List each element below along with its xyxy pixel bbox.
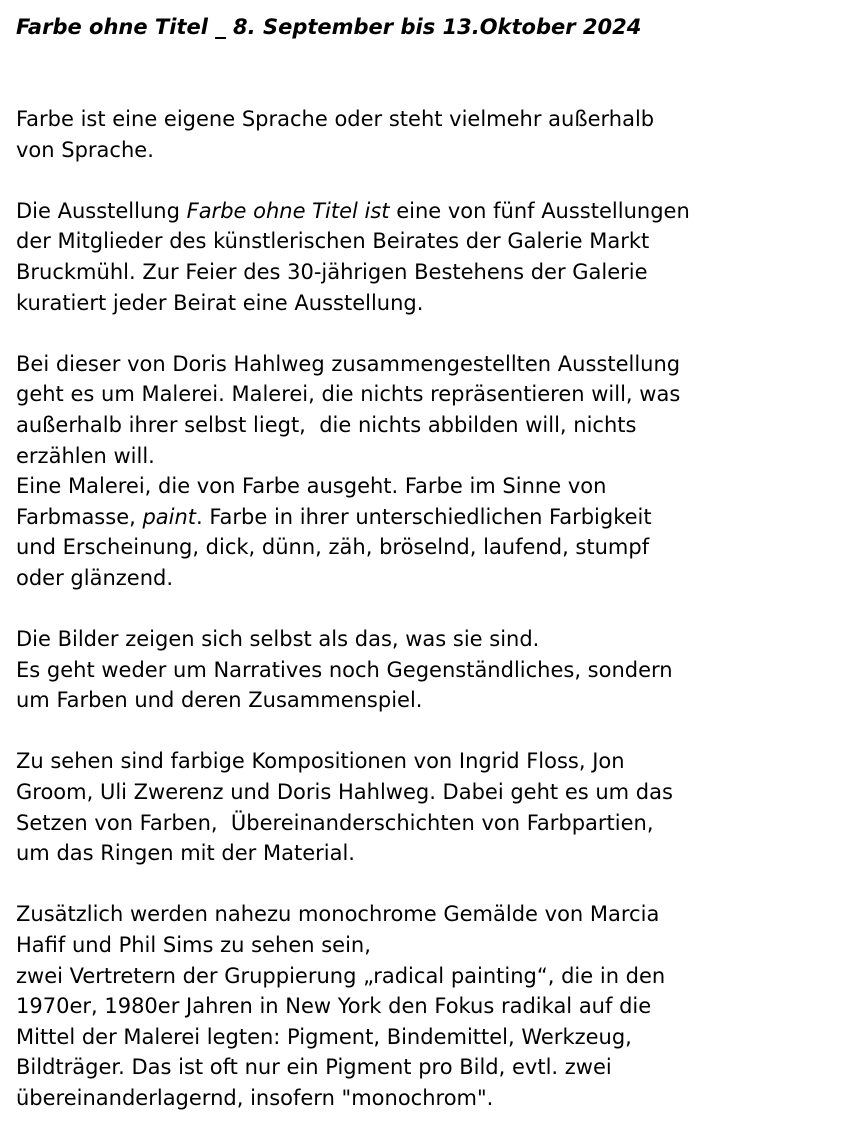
text-line: übereinanderlagernd, insofern "monochrom".	[16, 1086, 494, 1110]
text-line: Mittel der Malerei legten: Pigment, Bindemittel, Werkzeug,	[16, 1024, 632, 1049]
text-line: 1970er, 1980er Jahren in New York den Fokus radikal auf die	[16, 994, 652, 1019]
paragraph-3	[16, 349, 846, 594]
text-line: Setzen von Farben, Übereinanderschichten von Farbpartien,	[16, 810, 654, 835]
text-line: Hafif und Phil Sims zu sehen sein,	[16, 933, 371, 958]
text-line: Bildträger. Das ist oft nur ein Pigment pro Bild, evtl. zwei	[16, 1055, 612, 1080]
paragraph-2	[16, 196, 846, 318]
text-segment: eine von fünf Ausstellungen	[389, 198, 690, 223]
document-page	[16, 10, 846, 1114]
paragraph-1	[16, 104, 846, 165]
text-line: außerhalb ihrer selbst liegt, die nichts abbilden will, nichts	[16, 412, 637, 437]
text-segment: . Farbe in ihrer unterschiedlichen Farbigkeit	[196, 504, 652, 529]
text-line: Bruckmühl. Zur Feier des 30-jährigen Bestehens der Galerie	[16, 259, 648, 284]
text-line: um das Ringen mit der Material.	[16, 841, 355, 866]
exhibition-title-emphasis: Farbe ohne Titel ist	[186, 198, 390, 223]
text-line: Eine Malerei, die von Farbe ausgeht. Farbe im Sinne von	[16, 474, 607, 499]
text-line: Groom, Uli Zwerenz und Doris Hahlweg. Dabei geht es um das	[16, 780, 673, 805]
document-title: Farbe ohne Titel _ 8. September bis 13.Oktober 2024	[16, 15, 642, 39]
text-line: Bei dieser von Doris Hahlweg zusammengestellten Ausstellung	[16, 351, 681, 376]
text-line: Die Bilder zeigen sich selbst als das, was sie sind.	[16, 627, 540, 652]
text-line: Zusätzlich werden nahezu monochrome Gemälde von Marcia	[16, 902, 660, 927]
paragraph-4	[16, 624, 846, 716]
text-line	[16, 502, 846, 533]
paragraph-5	[16, 746, 846, 868]
text-line: der Mitglieder des künstlerischen Beirates der Galerie Markt	[16, 229, 650, 254]
text-line: und Erscheinung, dick, dünn, zäh, bröselnd, laufend, stumpf	[16, 535, 650, 560]
text-line: Farbe ist eine eigene Sprache oder steht vielmehr außerhalb	[16, 107, 655, 131]
text-line: Es geht weder um Narratives noch Gegenständliches, sondern	[16, 657, 673, 682]
text-line	[16, 196, 846, 227]
text-line: erzählen will.	[16, 443, 155, 468]
paragraph-6	[16, 899, 846, 1113]
text-segment: Die Ausstellung	[16, 198, 187, 223]
text-line: von Sprache.	[16, 137, 154, 162]
text-line: Zu sehen sind farbige Kompositionen von Ingrid Floss, Jon	[16, 749, 625, 774]
text-line: kuratiert jeder Beirat eine Ausstellung.	[16, 290, 424, 315]
text-line: um Farben und deren Zusammenspiel.	[16, 688, 423, 713]
text-line: geht es um Malerei. Malerei, die nichts repräsentieren will, was	[16, 382, 681, 407]
document-body	[16, 104, 846, 1114]
text-segment: Farbmasse,	[16, 504, 143, 529]
paint-emphasis: paint	[142, 504, 197, 529]
text-line: oder glänzend.	[16, 565, 174, 590]
text-line: zwei Vertretern der Gruppierung „radical painting“, die in den	[16, 963, 666, 988]
